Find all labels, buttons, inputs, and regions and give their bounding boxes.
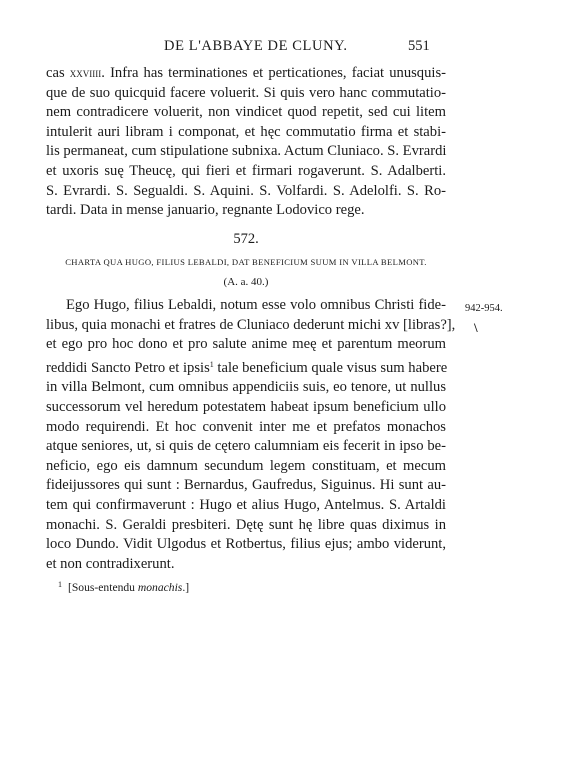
text-line: modo requirendi. Et hoc convenit inter me et prefatos monachos — [46, 418, 446, 435]
footnote-reference: 1 — [209, 359, 214, 369]
charter-rubric: CHARTA QUA HUGO, FILIUS LEBALDI, DAT BENEFICIUM SUUM IN VILLA BELMONT. — [65, 257, 427, 267]
paragraph-continuation — [46, 64, 446, 221]
margin-mark: \ — [474, 320, 478, 335]
charter-number: 572. — [233, 231, 259, 247]
text-line: tem qui confirmaverunt : Hugo et alius Hugo, Antelmus. S. Artaldi — [46, 496, 446, 513]
footnote-marker: 1 — [58, 580, 62, 589]
text-line: que de suo quicquid facere voluerit. Si quis vero hanc commutatio- — [46, 84, 446, 101]
text-line: et ego pro hoc dono et pro salute anime meę et parentum meorum — [46, 336, 446, 353]
footnote: $^1$ [Sous-entendu monachis.] — [58, 580, 190, 594]
running-head-title: DE L'ABBAYE DE CLUNY. — [164, 38, 348, 54]
text-line: cas xxviiii. Infra has terminationes et perticationes, faciat unusquis- — [46, 65, 446, 81]
page-number: 551 — [408, 38, 430, 54]
text-line: neficio, ego eis damnum secundum legem constituam, et mecum — [46, 457, 446, 474]
text-line: tardi. Data in mense januario, regnante Lodovico rege. — [46, 202, 365, 219]
text-line: et non contradixerunt. — [46, 555, 175, 572]
text-line: libus, quia monachi et fratres de Cluniaco dederunt michi xv [libras?], — [46, 316, 456, 333]
text-line: in villa Belmont, cum omnibus appendiciis suis, eo tenore, ut nullus — [46, 379, 446, 396]
text-line: atque seniores, ut, si quis de cętero calumniam eis fecerit in ipso be- — [46, 438, 446, 455]
text-line: reddidi Sancto Petro et ipsis$^1$ tale beneficium quale visus sum habere — [46, 359, 448, 376]
text-line: S. Evrardi. S. Segualdi. S. Aquini. S. Volfardi. S. Adelolfi. S. Ro- — [46, 182, 446, 199]
text-line: fideijussores qui sunt : Bernardus, Gaufredus, Siguinus. Hi sunt au- — [46, 477, 446, 494]
text-line: successorum vel heredum potestatem habeat ipsum beneficium ullo — [46, 398, 446, 415]
roman-numeral: xxviiii — [69, 66, 102, 80]
text-line: et uxoris suę Theucę, qui fieri et firmari rogaverunt. S. Adalberti. — [46, 162, 446, 179]
text-line: monachi. S. Geraldi presbiteri. Dętę sunt hę libre quas diximus in — [46, 516, 446, 533]
text-line: Ego Hugo, filius Lebaldi, notum esse volo omnibus Christi fide- — [66, 297, 446, 313]
footnote-italic: monachis — [137, 581, 183, 594]
text-line: loco Dundo. Vidit Ulgodus et Rotbertus, filius ejus; ambo viderunt, — [46, 536, 446, 553]
charter-date: (A. a. 40.) — [223, 276, 269, 288]
charter-text — [46, 296, 456, 574]
text-line: nem contradicere voluerit, non vindicet quod repetit, sed cui litem — [46, 104, 446, 121]
text-line: lis permaneat, cum stipulatione subnixa. Actum Cluniaco. S. Evrardi — [46, 143, 447, 160]
text-line: intulerit auri libram i componat, et hęc commutatio firma et stabi- — [46, 123, 446, 140]
running-head — [46, 38, 446, 56]
margin-date: 942-954. — [465, 303, 503, 314]
